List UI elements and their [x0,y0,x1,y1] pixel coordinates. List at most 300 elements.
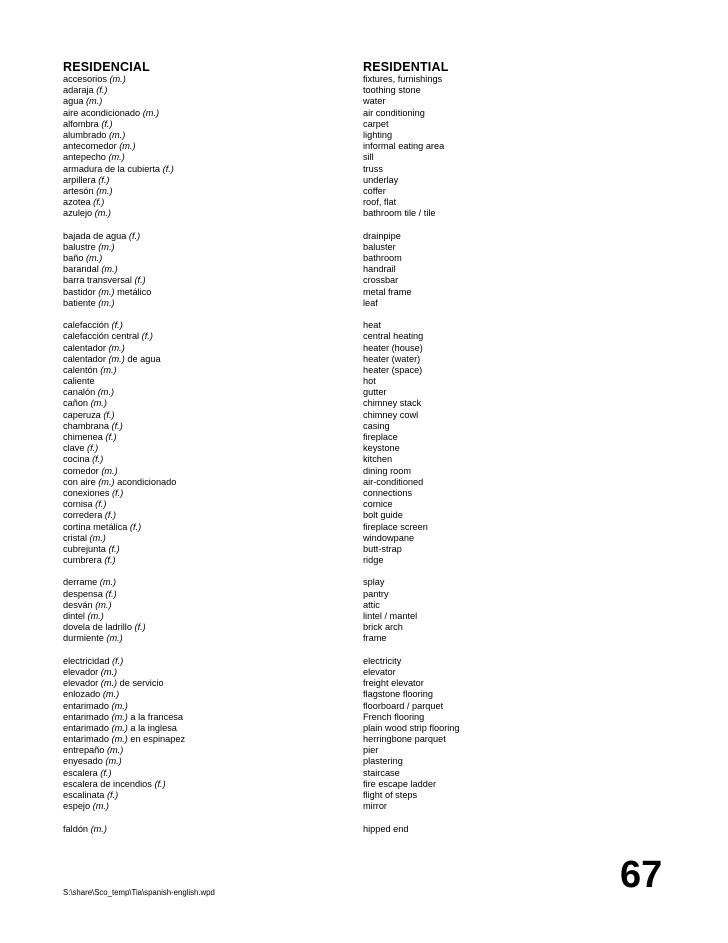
spanish-term [63,141,136,152]
english-translation: underlay [363,174,399,185]
grammatical-gender: (f.) [95,499,107,510]
spanish-term [63,790,118,801]
spanish-term-word: calefacción central [63,331,142,342]
spanish-term-word: derrame [63,577,100,588]
spanish-term-word: calentador [63,342,109,353]
english-translation: attic [363,599,380,610]
spanish-term-word: aire acondicionado [63,107,143,118]
english-translation: metal frame [363,286,412,297]
english-translation: hot [363,376,376,387]
glossary-row [0,555,728,566]
english-translation: plain wood strip flooring [363,722,460,733]
spanish-term [63,432,117,443]
glossary-row [0,768,728,779]
english-translation: chimney stack [363,398,422,409]
spanish-term-word: escalera [63,767,101,778]
spanish-term [63,522,141,533]
spanish-term [63,96,102,107]
spanish-term [63,119,113,130]
glossary-row [0,186,728,197]
spanish-term-word: cubrejunta [63,543,109,554]
spanish-term-word: corredera [63,510,105,521]
spanish-term-word: azulejo [63,208,95,219]
english-translation: flight of steps [363,790,418,800]
spanish-term-word: enlozado [63,689,103,700]
glossary-row [0,824,728,835]
english-translation: sill [363,152,374,163]
grammatical-gender: (m.) [101,264,118,275]
english-translation: keystone [363,443,400,454]
spanish-term-word: durmiente [63,633,107,644]
grammatical-gender: (m.) [90,398,107,409]
spanish-term [63,499,106,510]
glossary-row [0,477,728,488]
grammatical-gender: (f.) [96,85,108,96]
spanish-term-word: arpillera [63,174,99,185]
glossary-row [0,119,728,130]
glossary-row [0,712,728,723]
spanish-term-word: chimenea [63,432,106,442]
grammatical-gender: (m.) [92,801,109,812]
english-translation: fireplace screen [363,521,428,532]
spanish-term-suffix: acondicionado [114,476,177,487]
spanish-term-word: calentón [63,364,101,375]
english-translation: pantry [363,588,389,599]
grammatical-gender: (m.) [100,666,118,677]
spanish-term [63,376,95,387]
glossary-row [0,734,728,745]
glossary-row [0,164,728,175]
glossary-row [0,410,728,421]
spanish-term-word: faldón [63,823,91,834]
group-spacer [0,566,728,577]
spanish-term [63,398,107,409]
spanish-term-word: clave [63,443,88,454]
spanish-term-word: cornisa [63,499,96,510]
grammatical-gender: (f.) [111,320,123,331]
grammatical-gender: (f.) [101,118,113,129]
spanish-term [63,689,119,700]
page-number: 67 [620,854,663,896]
glossary-row [0,522,728,533]
english-translation: carpet [363,118,389,129]
spanish-term [63,253,102,264]
spanish-term [63,354,161,365]
group-spacer [0,309,728,320]
english-translation: hipped end [363,823,409,834]
english-translation: lighting [363,129,393,140]
grammatical-gender: (m.) [102,689,120,700]
spanish-term [63,298,115,309]
spanish-term [63,611,104,622]
english-translation: freight elevator [363,678,424,689]
file-path-footer: S:\share\Sco_temp\Tia\spanish-english.wpd [63,888,215,897]
english-translation: fireplace [363,432,398,442]
spanish-term [63,723,177,734]
glossary-row [0,454,728,465]
glossary-row [0,253,728,264]
spanish-column-heading: RESIDENCIAL [63,60,150,74]
grammatical-gender: (m.) [106,633,123,644]
glossary-row [0,74,728,85]
english-translation: bathroom tile / tile [363,208,436,219]
english-translation: roof, flat [363,197,397,208]
grammatical-gender: (m.) [109,74,126,84]
spanish-term-word: comedor [63,465,102,476]
spanish-term-word: enyesado [63,756,106,767]
grammatical-gender: (f.) [162,163,174,174]
spanish-term-word: espejo [63,801,93,812]
english-translation: elevator [363,666,396,677]
spanish-term-word: balustre [63,241,99,252]
glossary-row [0,96,728,107]
group-spacer [0,812,728,823]
english-translation: water [363,96,386,107]
grammatical-gender: (m.) [96,185,113,196]
spanish-term [63,320,123,331]
grammatical-gender: (m.) [142,107,160,118]
grammatical-gender: (m.) [98,286,115,297]
spanish-term [63,756,122,767]
english-translation: drainpipe [363,230,401,241]
glossary-row [0,354,728,365]
spanish-term [63,231,140,242]
english-translation: air conditioning [363,107,425,118]
english-translation: casing [363,420,390,431]
spanish-term-word: cocina [63,454,93,465]
glossary-row [0,152,728,163]
spanish-term [63,701,128,712]
grammatical-gender: (m.) [111,722,128,733]
glossary-row [0,600,728,611]
glossary-row [0,130,728,141]
glossary-row [0,175,728,186]
grammatical-gender: (m.) [101,465,118,476]
spanish-term-suffix: de servicio [117,678,164,689]
glossary-row [0,208,728,219]
glossary-row [0,488,728,499]
glossary-row [0,443,728,454]
glossary-row [0,756,728,767]
english-translation: lintel / mantel [363,611,418,621]
glossary-row [0,398,728,409]
english-translation: bolt guide [363,510,403,521]
spanish-term [63,712,183,723]
spanish-term-word: dovela de ladrillo [63,622,135,633]
english-translation: bathroom [363,253,402,263]
grammatical-gender: (m.) [86,253,103,263]
spanish-term [63,108,159,119]
grammatical-gender: (f.) [105,588,117,599]
glossary-row [0,801,728,812]
grammatical-gender: (m.) [99,577,117,588]
glossary-row [0,432,728,443]
spanish-term [63,186,113,197]
glossary-row [0,589,728,600]
spanish-term [63,343,125,354]
spanish-term-word: entarimado [63,734,112,745]
spanish-term [63,600,112,611]
spanish-term [63,264,118,275]
spanish-term-word: desván [63,599,96,610]
english-translation: leaf [363,297,378,308]
spanish-term-suffix: metálico [114,286,152,297]
grammatical-gender: (f.) [100,767,112,778]
grammatical-gender: (f.) [154,778,166,789]
english-translation: splay [363,577,385,588]
grammatical-gender: (m.) [89,532,106,543]
spanish-term [63,365,117,376]
spanish-term [63,477,176,488]
grammatical-gender: (f.) [129,521,142,532]
spanish-term [63,175,109,186]
glossary-row [0,689,728,700]
grammatical-gender: (f.) [103,409,115,420]
spanish-term-word: artesón [63,185,97,196]
grammatical-gender: (m.) [86,96,103,107]
grammatical-gender: (m.) [97,387,115,398]
spanish-term-word: entarimado [63,722,112,733]
english-translation: heater (house) [363,342,423,353]
glossary-entries [0,74,728,835]
spanish-term-word: entarimado [63,711,112,722]
glossary-row [0,108,728,119]
spanish-term [63,410,115,421]
grammatical-gender: (m.) [111,734,128,745]
glossary-row [0,678,728,689]
glossary-row [0,499,728,510]
spanish-term [63,331,153,342]
spanish-term-word: antepecho [63,152,109,163]
grammatical-gender: (f.) [106,790,119,800]
english-translation: central heating [363,331,424,342]
glossary-row [0,343,728,354]
glossary-row [0,622,728,633]
grammatical-gender: (m.) [90,823,107,834]
spanish-term [63,421,123,432]
spanish-term-word: con aire [63,476,99,487]
spanish-term [63,287,151,298]
spanish-term-word: baño [63,253,86,263]
glossary-row [0,275,728,286]
spanish-term-word: despensa [63,588,106,599]
english-translation: cornice [363,499,393,510]
grammatical-gender: (m.) [108,342,125,353]
english-translation: air-conditioned [363,476,424,487]
spanish-term-word: caliente [63,376,95,387]
grammatical-gender: (m.) [119,141,136,152]
grammatical-gender: (m.) [100,678,118,689]
glossary-row [0,510,728,521]
glossary-row [0,656,728,667]
grammatical-gender: (f.) [104,555,116,566]
english-translation: connections [363,487,413,498]
grammatical-gender: (m.) [98,297,115,308]
grammatical-gender: (f.) [108,543,120,554]
glossary-row [0,298,728,309]
grammatical-gender: (m.) [111,700,128,711]
spanish-term-word: escalera de incendios [63,778,155,789]
english-translation: gutter [363,387,387,398]
spanish-term-word: chambrana [63,420,112,431]
spanish-term-word: alfombra [63,118,102,129]
grammatical-gender: (m.) [108,353,125,364]
english-translation: French flooring [363,711,425,722]
spanish-term [63,544,120,555]
spanish-term [63,555,116,566]
glossary-row [0,701,728,712]
spanish-term [63,801,109,812]
spanish-term [63,577,116,588]
english-column-heading: RESIDENTIAL [363,60,449,74]
grammatical-gender: (m.) [95,599,112,610]
glossary-row [0,466,728,477]
english-translation: coffer [363,185,386,196]
glossary-row [0,633,728,644]
spanish-term-word: barandal [63,264,102,275]
english-translation: baluster [363,241,396,252]
spanish-term-word: cumbrera [63,555,105,566]
grammatical-gender: (f.) [104,510,117,521]
english-translation: mirror [363,801,387,812]
spanish-term-suffix: en espinapez [127,734,186,745]
glossary-row [0,85,728,96]
spanish-term-word: bastidor [63,286,99,297]
spanish-term-word: caperuza [63,409,104,420]
glossary-row [0,331,728,342]
grammatical-gender: (m.) [100,364,117,375]
spanish-term-word: alumbrado [63,129,109,140]
grammatical-gender: (m.) [98,241,115,252]
spanish-term [63,656,123,667]
grammatical-gender: (f.) [134,622,146,633]
grammatical-gender: (m.) [105,756,122,767]
glossary-row [0,141,728,152]
spanish-term [63,779,166,790]
glossary-row [0,365,728,376]
english-translation: butt-strap [363,543,402,554]
english-translation: brick arch [363,622,403,633]
english-translation: kitchen [363,454,393,465]
english-translation: staircase [363,767,400,778]
spanish-term [63,510,116,521]
glossary-row [0,611,728,622]
spanish-term-word: azotea [63,197,94,208]
spanish-term [63,443,98,454]
glossary-row [0,231,728,242]
english-translation: herringbone parquet [363,734,446,745]
grammatical-gender: (f.) [112,655,124,666]
english-translation: handrail [363,264,396,275]
grammatical-gender: (f.) [141,331,153,342]
grammatical-gender: (m.) [111,711,128,722]
spanish-term [63,667,117,678]
spanish-term [63,454,103,465]
spanish-term [63,589,117,600]
spanish-term-suffix: a la inglesa [127,722,177,733]
english-translation: windowpane [363,532,415,543]
spanish-term-word: elevador [63,678,101,689]
english-translation: truss [363,163,383,174]
spanish-term [63,488,123,499]
spanish-term [63,533,106,544]
english-translation: electricity [363,655,402,666]
spanish-term-word: cortina metálica [63,521,130,532]
spanish-term-word: calefacción [63,320,112,331]
spanish-term-word: electricidad [63,655,113,666]
glossary-row [0,577,728,588]
spanish-term [63,242,115,253]
grammatical-gender: (m.) [87,611,104,621]
spanish-term-word: antecomedor [63,141,120,152]
english-translation: fire escape ladder [363,778,437,789]
spanish-term-word: bajada de agua [63,230,129,241]
english-translation: pier [363,745,379,756]
glossary-row [0,197,728,208]
grammatical-gender: (f.) [87,443,99,454]
english-translation: heater (space) [363,364,423,375]
grammatical-gender: (m.) [108,152,125,163]
spanish-term-word: agua [63,96,86,107]
spanish-term [63,197,104,208]
grammatical-gender: (f.) [111,420,123,431]
spanish-term [63,130,125,141]
spanish-term [63,164,174,175]
spanish-term-word: dintel [63,611,88,621]
spanish-term-word: entrepaño [63,745,107,756]
english-translation: toothing stone [363,85,421,96]
english-translation: chimney cowl [363,409,419,420]
spanish-term-word: entarimado [63,700,112,711]
spanish-term-word: canalón [63,387,98,398]
glossary-row [0,387,728,398]
glossary-row [0,376,728,387]
english-translation: frame [363,633,387,644]
spanish-term [63,768,112,779]
glossary-row [0,667,728,678]
english-translation: plastering [363,756,403,767]
glossary-row [0,745,728,756]
spanish-term-word: calentador [63,353,109,364]
glossary-row [0,242,728,253]
spanish-term [63,387,114,398]
grammatical-gender: (f.) [93,197,105,208]
glossary-row [0,779,728,790]
grammatical-gender: (m.) [98,476,115,487]
glossary-row [0,264,728,275]
english-translation: heat [363,320,381,331]
spanish-term [63,275,146,286]
english-translation: floorboard / parquet [363,700,444,711]
spanish-term-word: armadura de la cubierta [63,163,163,174]
spanish-term [63,824,107,835]
grammatical-gender: (m.) [94,208,111,219]
grammatical-gender: (m.) [108,129,126,140]
grammatical-gender: (f.) [92,454,104,465]
glossary-row [0,723,728,734]
spanish-term [63,85,107,96]
spanish-term-word: barra transversal [63,275,135,286]
english-translation: flagstone flooring [363,689,433,700]
english-translation: ridge [363,555,384,566]
glossary-row [0,320,728,331]
grammatical-gender: (f.) [112,487,124,498]
spanish-term [63,152,125,163]
group-spacer [0,645,728,656]
spanish-term-word: batiente [63,297,99,308]
english-translation: informal eating area [363,141,445,152]
grammatical-gender: (m.) [106,745,124,756]
